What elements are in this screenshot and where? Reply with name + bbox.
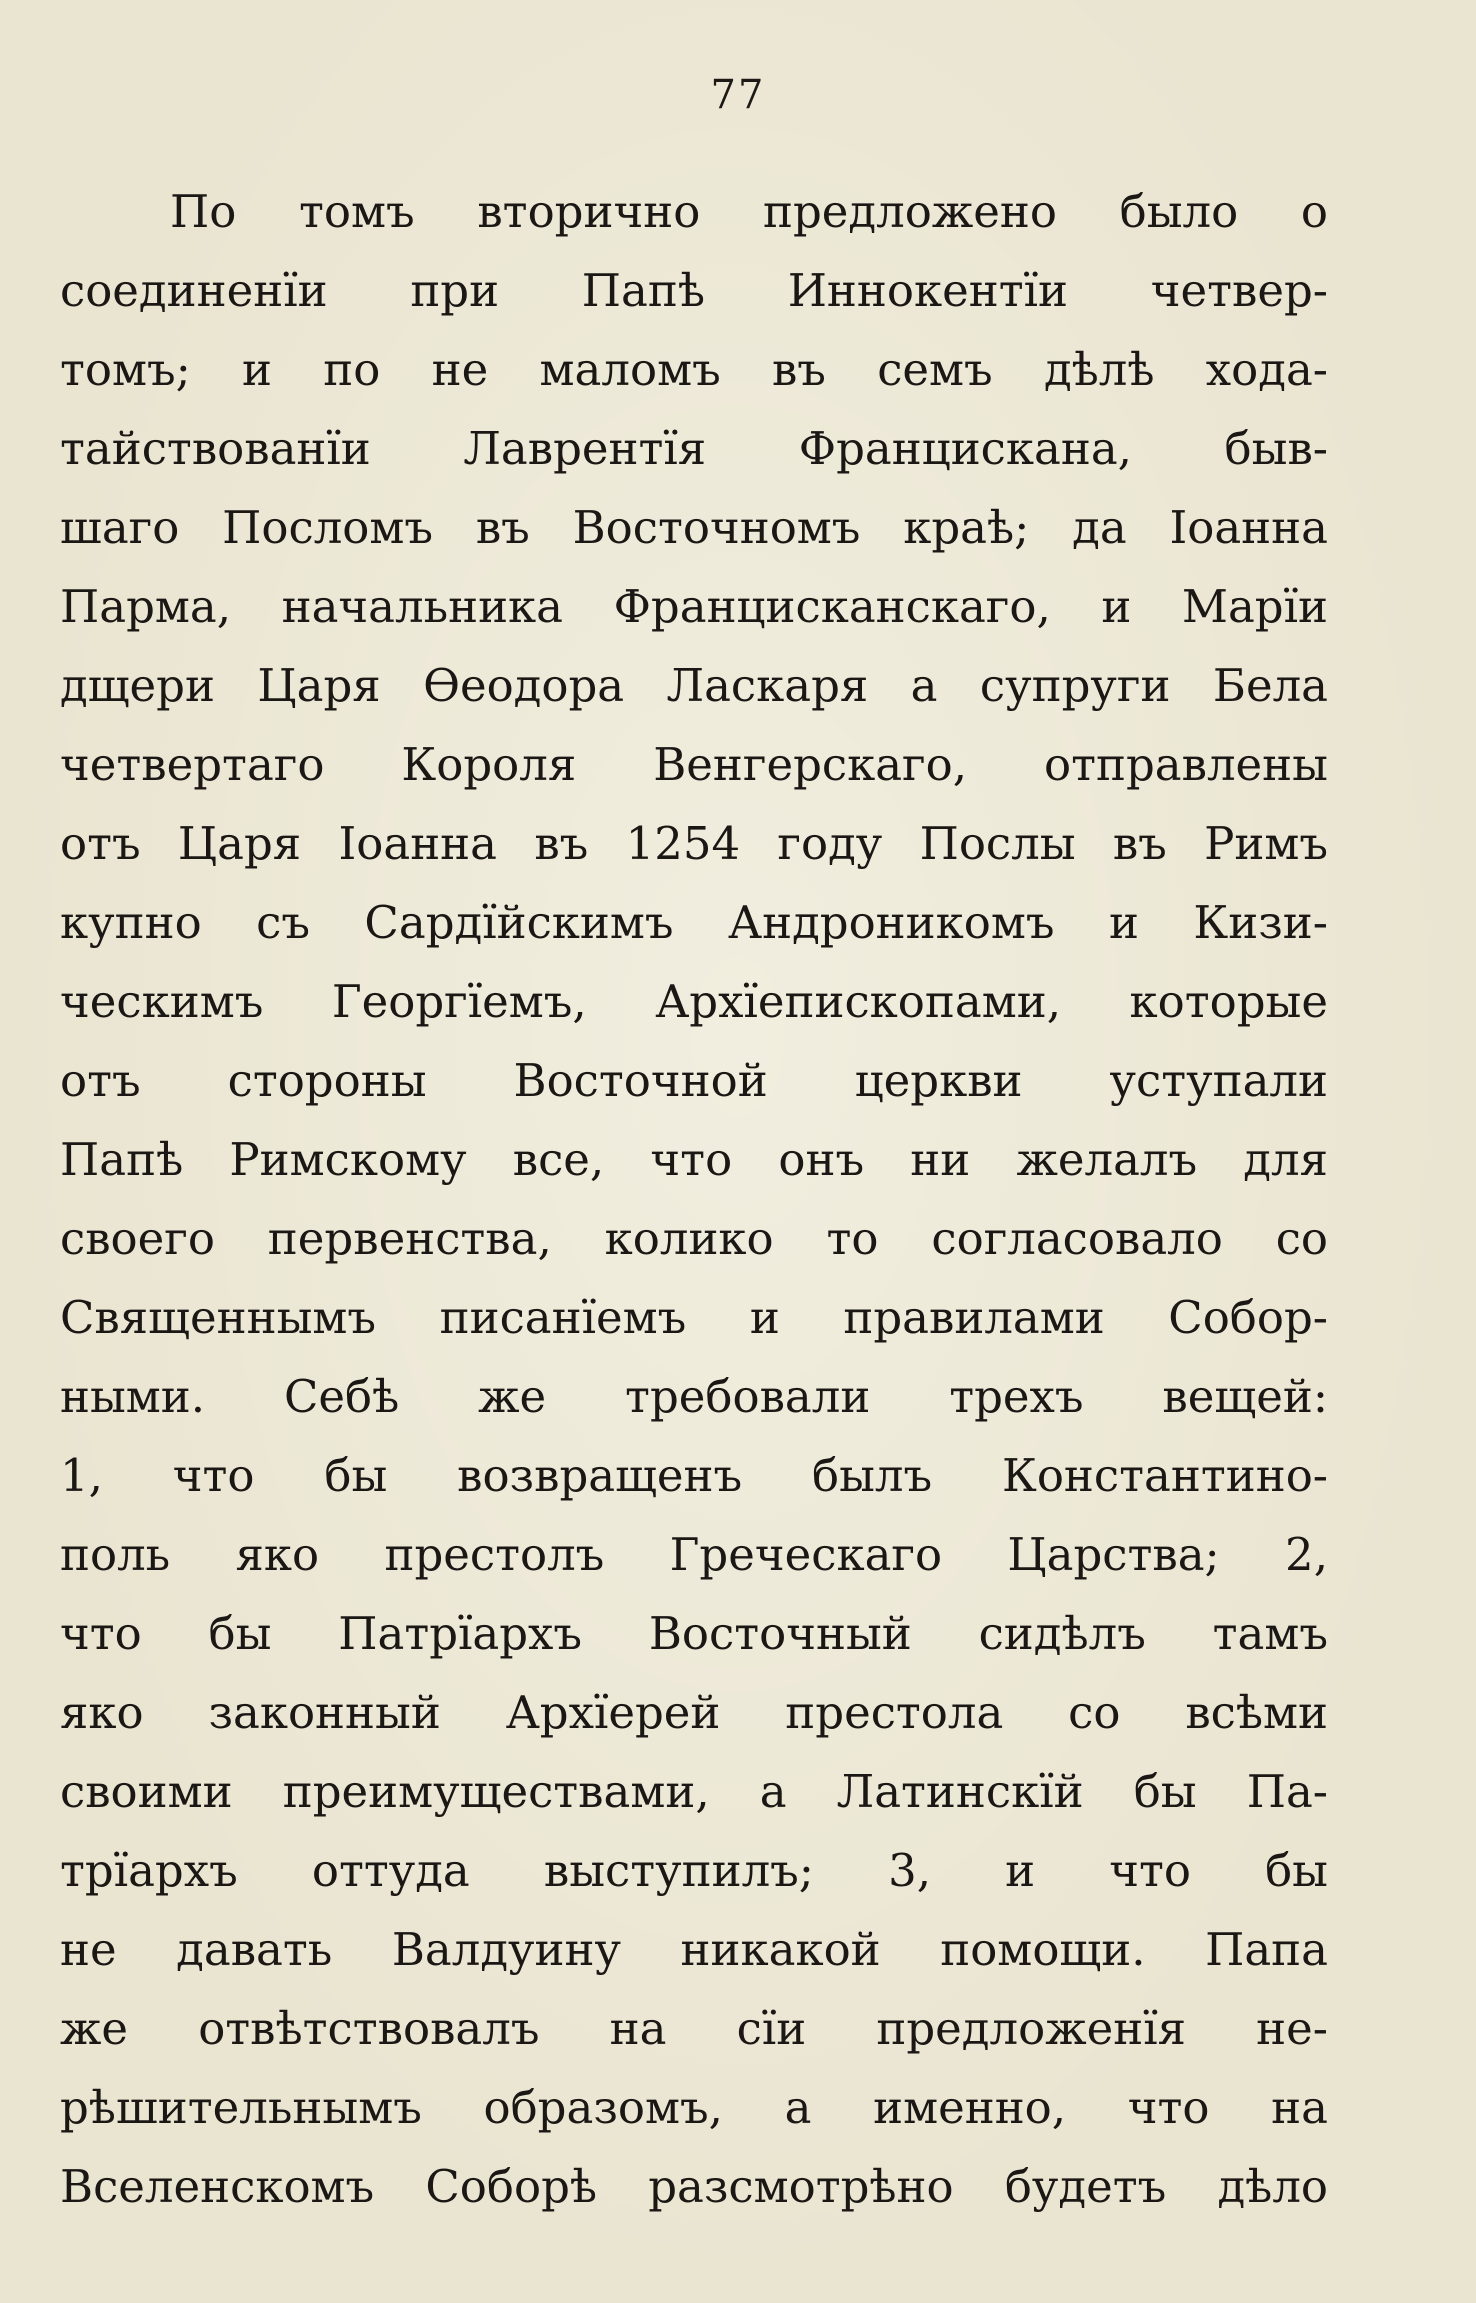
- text-line: отъ стороны Восточной церкви уступали: [60, 1054, 1328, 1107]
- text-line: купно съ Сардїйскимъ Андроникомъ и Кизи-: [60, 896, 1328, 949]
- body-text: [60, 172, 1328, 2226]
- text-line: Вселенскомъ Соборѣ разсмотрѣно будетъ дѣло: [60, 2160, 1328, 2213]
- text-line: тайствованїи Лаврентїя Францискана, быв-: [60, 422, 1328, 475]
- text-line: же отвѣтствовалъ на сїи предложенїя не-: [60, 2002, 1328, 2055]
- text-line: шаго Посломъ въ Восточномъ краѣ; да Іоанна: [60, 501, 1328, 554]
- text-line: поль яко престолъ Греческаго Царства; 2,: [60, 1528, 1328, 1581]
- page-number: 77: [710, 72, 766, 118]
- text-line: Священнымъ писанїемъ и правилами Собор-: [60, 1291, 1328, 1344]
- text-line: дщери Царя Ѳеодора Ласкаря а супруги Бела: [60, 659, 1328, 712]
- text-line: томъ; и по не маломъ въ семъ дѣлѣ хода-: [60, 343, 1328, 396]
- text-line: яко законный Архїерей престола со всѣми: [60, 1686, 1328, 1739]
- text-line: 1, что бы возвращенъ былъ Константино-: [60, 1449, 1328, 1502]
- text-line: Папѣ Римскому все, что онъ ни желалъ для: [60, 1133, 1328, 1186]
- text-line: отъ Царя Іоанна въ 1254 году Послы въ Римъ: [60, 817, 1328, 870]
- text-line: четвертаго Короля Венгерскаго, отправлены: [60, 738, 1328, 791]
- text-line: ными. Себѣ же требовали трехъ вещей:: [60, 1370, 1328, 1423]
- text-line: трїархъ оттуда выступилъ; 3, и что бы: [60, 1844, 1328, 1897]
- text-line: своими преимуществами, а Латинскїй бы Па-: [60, 1765, 1328, 1818]
- text-line: не давать Валдуину никакой помощи. Папа: [60, 1923, 1328, 1976]
- text-line: ческимъ Георгїемъ, Архїепископами, которые: [60, 975, 1328, 1028]
- text-line: своего первенства, колико то согласовало со: [60, 1212, 1328, 1265]
- text-line: Парма, начальника Францисканскаго, и Марїи: [60, 580, 1328, 633]
- text-line: По томъ вторично предложено было о: [170, 185, 1328, 238]
- text-line: что бы Патрїархъ Восточный сидѣлъ тамъ: [60, 1607, 1328, 1660]
- text-line: соединенїи при Папѣ Иннокентїи четвер-: [60, 264, 1328, 317]
- text-line: рѣшительнымъ образомъ, а именно, что на: [60, 2081, 1328, 2134]
